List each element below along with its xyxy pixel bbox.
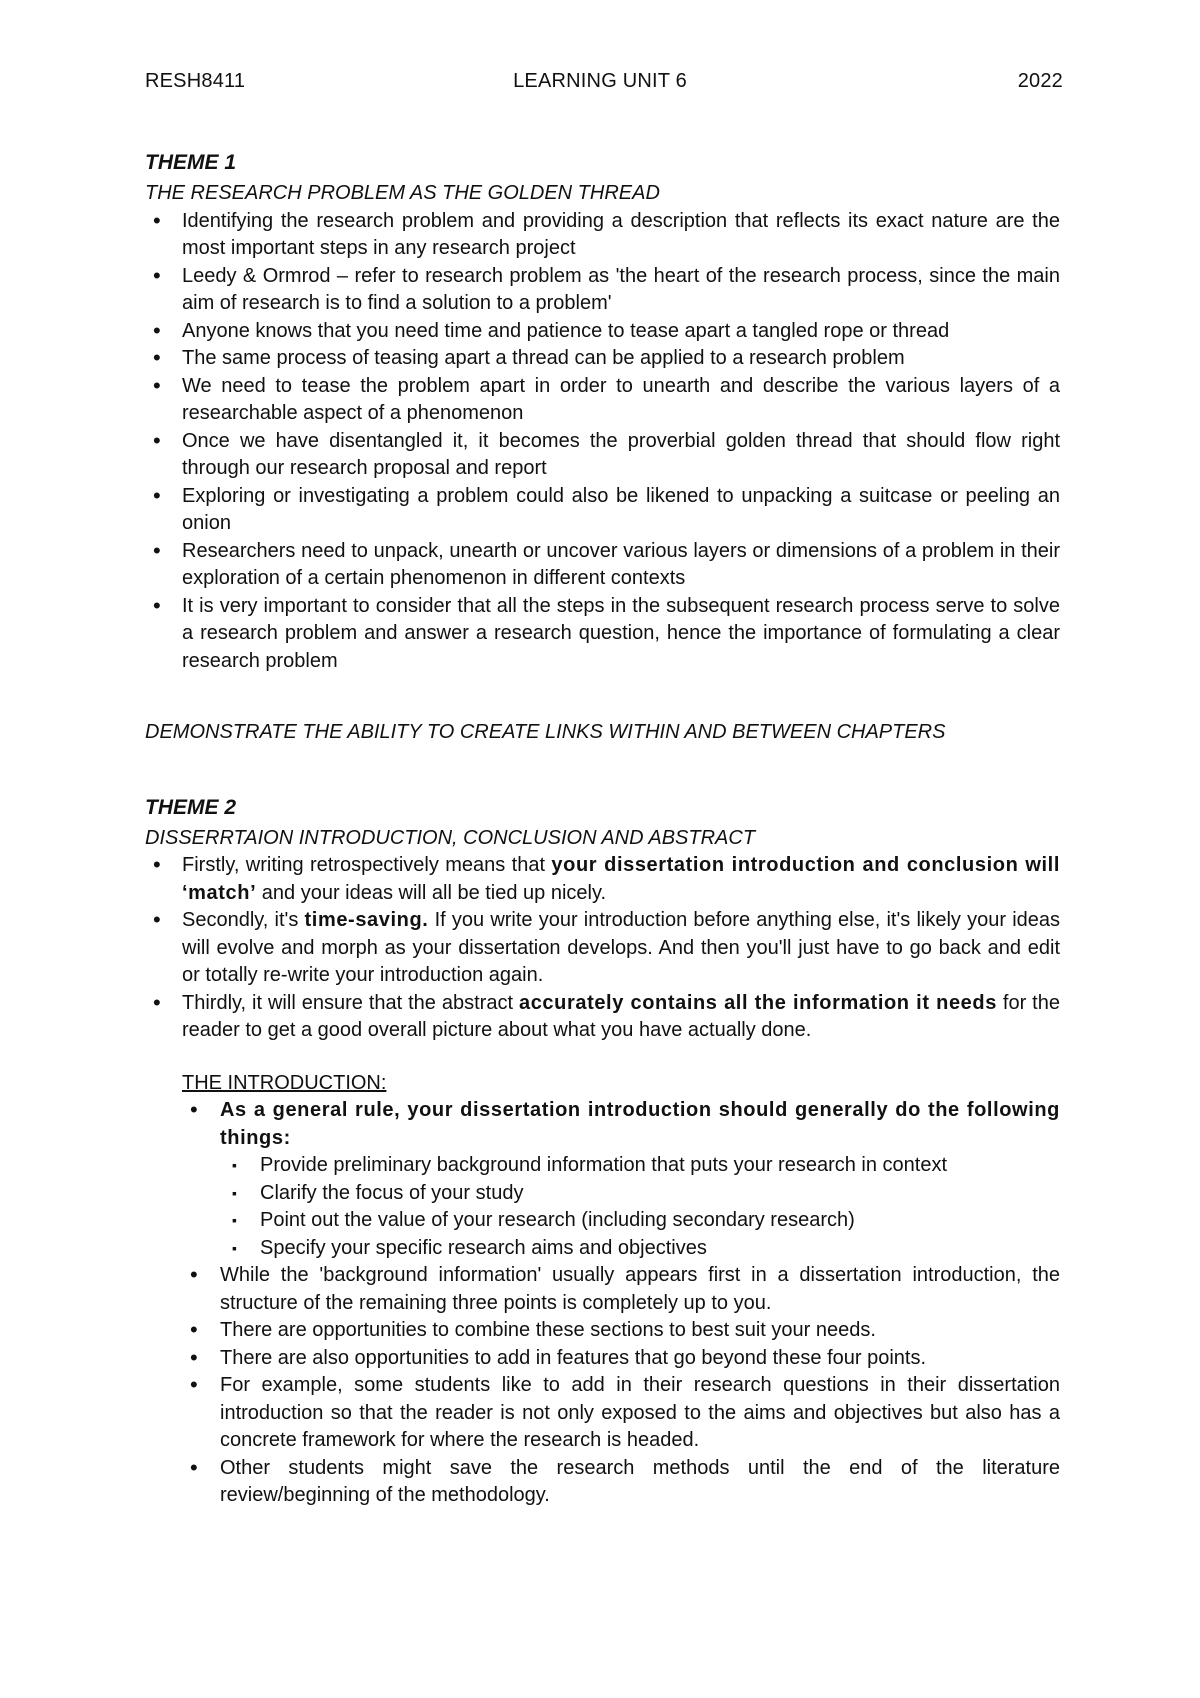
list-item: • For example, some students like to add in their research questions in their dissertation introduction so that the reader is not only exposed to the aims and objectives but also has a concrete framework for where the research is headed.	[182, 1372, 1060, 1455]
list-item: • Once we have disentangled it, it becomes the proverbial golden thread that should flow right through our research proposal and report	[145, 428, 1060, 483]
bullet-emphasis: time-saving.	[304, 909, 429, 931]
theme1-title: THEME 1	[145, 151, 237, 174]
list-item	[182, 1097, 1060, 1262]
theme2-bullet-list	[145, 852, 1060, 1045]
list-item: • Other students might save the research methods until the end of the literature review/beginning of the methodology.	[182, 1455, 1060, 1510]
list-item: • There are also opportunities to add in features that go beyond these four points.	[182, 1345, 1060, 1373]
introduction-bullet-list	[182, 1097, 1060, 1510]
list-item: • We need to tease the problem apart in order to unearth and describe the various layers of a researchable aspect of a phenomenon	[145, 373, 1060, 428]
document-body	[145, 148, 1060, 1510]
introduction-heading: THE INTRODUCTION:	[182, 1071, 387, 1094]
bullet-text: Thirdly, it will ensure that the abstract	[182, 991, 519, 1014]
bullet-text: for the reader to get a good overall picture about what you have actually done.	[182, 991, 1060, 1041]
bullet-text: and your ideas will all be tied up nicely.	[256, 881, 607, 904]
list-item	[145, 852, 1060, 907]
list-item: • Leedy & Ormrod – refer to research problem as 'the heart of the research process, since the main aim of research is to find a solution to a problem'	[145, 263, 1060, 318]
bullet-emphasis: accurately contains all the information it needs	[518, 991, 997, 1014]
list-item	[145, 907, 1060, 990]
bullet-text: Secondly, it's	[182, 909, 305, 931]
theme1-bullet-list	[145, 208, 1060, 676]
list-item: ▪ Point out the value of your research (including secondary research)	[220, 1207, 1060, 1235]
list-item: • There are opportunities to combine these sections to best suit your needs.	[182, 1317, 1060, 1345]
list-item: ▪ Specify your specific research aims and objectives	[220, 1235, 1060, 1263]
unit-title: LEARNING UNIT 6	[513, 70, 687, 92]
list-item: ▪ Provide preliminary background information that puts your research in context	[220, 1152, 1060, 1180]
theme2-title: THEME 2	[145, 795, 237, 819]
year: 2022	[1017, 70, 1063, 92]
list-item: • Anyone knows that you need time and patience to tease apart a tangled rope or thread	[145, 318, 1060, 346]
bullet-text: If you write your introduction before anything else, it's likely your ideas will evolve and morph as your dissertation develops. And then you'll just have to go back and edit or totally re-write your introduction again.	[182, 909, 1061, 986]
list-item: • Exploring or investigating a problem could also be likened to unpacking a suitcase or peeling an onion	[145, 483, 1060, 538]
theme1-subtitle: THE RESEARCH PROBLEM AS THE GOLDEN THREAD	[145, 182, 660, 204]
general-rule: As a general rule, your dissertation introduction should generally do the following things:	[220, 1099, 1060, 1149]
list-item	[145, 990, 1060, 1045]
bullet-emphasis: your dissertation introduction and conclusion will ‘match’	[182, 854, 1060, 904]
list-item: ▪ Clarify the focus of your study	[220, 1180, 1060, 1208]
list-item: • Researchers need to unpack, unearth or uncover various layers or dimensions of a problem in their exploration of a certain phenomenon in different contexts	[145, 538, 1060, 593]
bullet-text: Firstly, writing retrospectively means that	[182, 854, 552, 876]
things-list	[220, 1152, 1060, 1262]
list-item: • It is very important to consider that all the steps in the subsequent research process serve to solve a research problem and answer a research question, hence the importance of formulating a clear research problem	[145, 593, 1060, 676]
links-heading: DEMONSTRATE THE ABILITY TO CREATE LINKS WITHIN AND BETWEEN CHAPTERS	[145, 721, 946, 743]
introduction-section	[145, 1070, 1060, 1510]
list-item: • Identifying the research problem and providing a description that reflects its exact nature are the most important steps in any research project	[145, 208, 1060, 263]
course-code: RESH8411	[145, 70, 246, 92]
list-item: • The same process of teasing apart a thread can be applied to a research problem	[145, 345, 1060, 373]
list-item: • While the 'background information' usually appears first in a dissertation introduction, the structure of the remaining three points is completely up to you.	[182, 1262, 1060, 1317]
theme2-subtitle: DISSERRTAION INTRODUCTION, CONCLUSION AND ABSTRACT	[145, 826, 756, 849]
